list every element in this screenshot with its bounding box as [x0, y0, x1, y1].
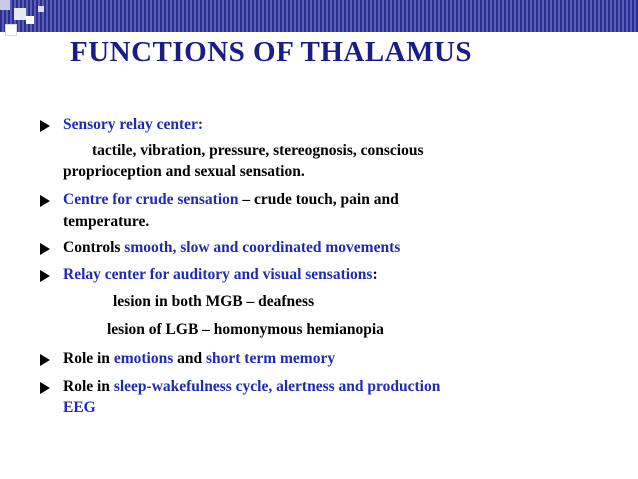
- item-text: proprioception and sexual sensation.: [63, 163, 305, 180]
- item-subtext: lesion in both MGB – deafness: [113, 293, 315, 310]
- item-highlight: emotions: [113, 350, 174, 367]
- item-subtext: lesion of LGB – homonymous hemianopia: [107, 321, 384, 338]
- decorative-square: [0, 0, 10, 10]
- item-text: tactile, vibration, pressure, stereognosis, conscious: [92, 142, 424, 159]
- bullet-icon: [40, 243, 50, 255]
- top-decoration-bar: [0, 0, 638, 32]
- decorative-square: [26, 16, 34, 24]
- item-text: Role in: [63, 378, 114, 395]
- item-highlight: short term memory: [205, 350, 336, 367]
- item-text: and: [173, 350, 206, 367]
- item-highlight: smooth, slow and coordinated movements: [124, 239, 401, 256]
- item-text: Role in: [63, 350, 114, 367]
- slide-title: FUNCTIONS OF THALAMUS: [70, 36, 473, 68]
- bullet-icon: [40, 354, 50, 366]
- item-highlight: EEG: [63, 399, 96, 416]
- item-text: temperature.: [63, 213, 150, 230]
- decorative-square: [38, 6, 44, 12]
- decorative-square: [14, 8, 26, 20]
- decorative-square: [5, 24, 17, 36]
- item-highlight: sleep-wakefulness cycle, alertness and production: [113, 378, 441, 395]
- item-text: Controls: [63, 239, 125, 256]
- item-highlight: Centre for crude sensation: [63, 191, 239, 208]
- item-text: – crude touch, pain and: [238, 191, 399, 208]
- item-highlight: Relay center for auditory and visual sensations: [63, 266, 373, 283]
- bullet-icon: [40, 270, 50, 282]
- item-heading: Sensory relay center:: [63, 116, 204, 133]
- bullet-icon: [40, 382, 50, 394]
- item-text: :: [372, 266, 378, 283]
- bullet-icon: [40, 195, 50, 207]
- bullet-icon: [40, 120, 50, 132]
